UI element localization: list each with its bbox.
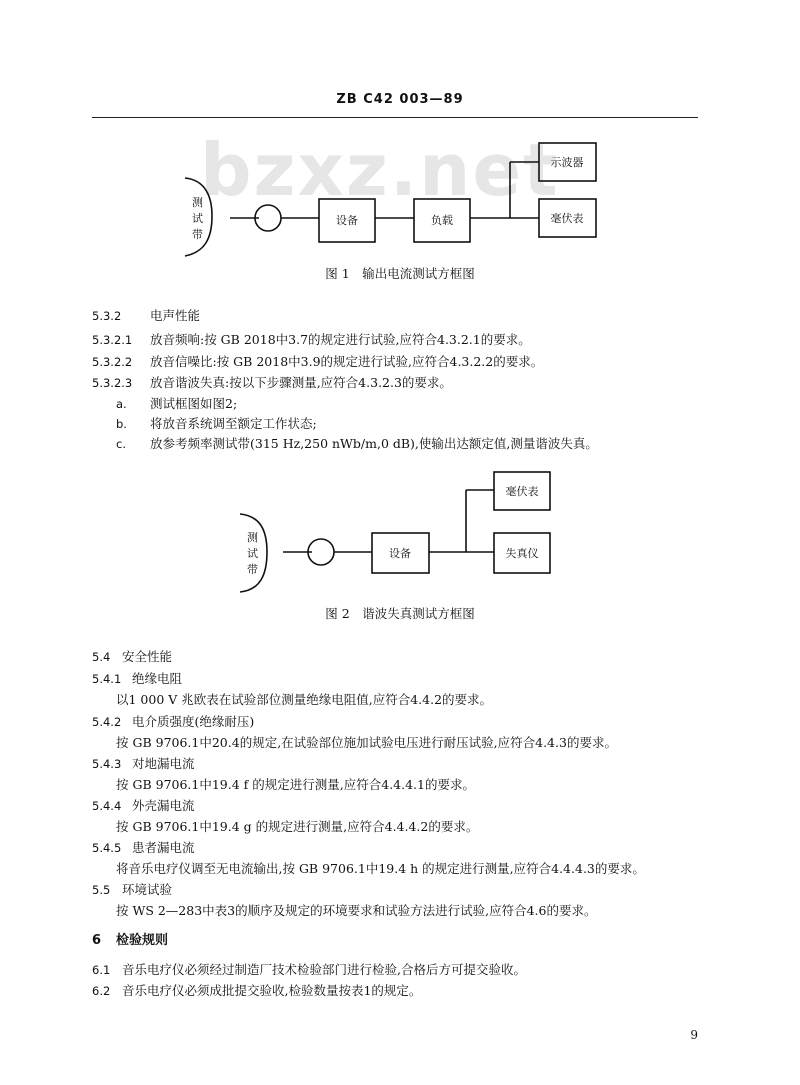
section-number: 6.1 xyxy=(92,963,111,977)
section-text: 放音频响:按 GB 2018中3.7的规定进行试验,应符合4.3.2.1的要求。 xyxy=(150,332,531,347)
load-label: 负载 xyxy=(431,214,453,227)
section-title: 外壳漏电流 xyxy=(132,798,195,813)
section-title: 电声性能 xyxy=(150,308,201,323)
section-title: 患者漏电流 xyxy=(132,840,195,855)
tape-label-2: 试 xyxy=(192,212,203,225)
section-title: 电介质强度(绝缘耐压) xyxy=(132,714,255,729)
section-number: 5.3.2 xyxy=(92,309,122,323)
section-5-4-4 xyxy=(92,796,195,814)
device-label: 设备 xyxy=(389,547,411,560)
step-text: 将放音系统调至额定工作状态; xyxy=(150,416,317,431)
section-number: 6 xyxy=(92,933,102,948)
section-number: 5.3.2.1 xyxy=(92,333,133,347)
section-6-heading xyxy=(92,929,168,948)
section-number: 5.4.1 xyxy=(92,672,122,686)
section-number: 5.3.2.3 xyxy=(92,376,133,390)
step-a xyxy=(116,394,237,412)
section-text: 音乐电疗仪必须经过制造厂技术检验部门进行检验,合格后方可提交验收。 xyxy=(122,962,526,977)
section-5-5-text: 按 WS 2—283中表3的顺序及规定的环境要求和试验方法进行试验,应符合4.6的要求。 xyxy=(116,903,597,918)
step-text: 放参考频率测试带(315 Hz,250 nWb/m,0 dB),使输出达额定值,测量谐波失真。 xyxy=(150,436,598,451)
section-title: 安全性能 xyxy=(122,649,173,664)
header-rule xyxy=(92,117,698,118)
tape-label-1: 测 xyxy=(192,196,203,209)
section-text: 放音信噪比:按 GB 2018中3.9的规定进行试验,应符合4.3.2.2的要求。 xyxy=(150,354,544,369)
section-6-2 xyxy=(92,981,421,999)
section-5-4-5 xyxy=(92,838,195,856)
section-title: 绝缘电阻 xyxy=(132,671,183,686)
tape-label-3: 带 xyxy=(192,228,203,241)
step-b xyxy=(116,414,317,432)
section-5-4-2 xyxy=(92,712,254,730)
tape-label-3: 带 xyxy=(247,563,258,576)
section-6-1 xyxy=(92,960,526,978)
section-title: 环境试验 xyxy=(122,882,173,897)
section-text: 放音谐波失真:按以下步骤测量,应符合4.3.2.3的要求。 xyxy=(150,375,452,390)
section-5-5 xyxy=(92,880,172,898)
figure-2-diagram xyxy=(0,470,800,610)
section-5-4-3-text: 按 GB 9706.1中19.4 f 的规定进行测量,应符合4.4.4.1的要求。 xyxy=(116,777,475,792)
figure-1-caption: 图 1 输出电流测试方框图 xyxy=(325,266,475,281)
millivoltmeter-label: 毫伏表 xyxy=(505,485,539,498)
section-number: 5.4.2 xyxy=(92,715,122,729)
distortion-meter-label: 失真仪 xyxy=(505,547,539,560)
device-label: 设备 xyxy=(336,214,358,227)
step-text: 测试框图如图2; xyxy=(150,396,238,411)
page-number: 9 xyxy=(690,1028,698,1042)
section-text: 音乐电疗仪必须成批提交验收,检验数量按表1的规定。 xyxy=(122,983,422,998)
section-title: 检验规则 xyxy=(116,933,169,948)
section-number: 5.4.3 xyxy=(92,757,122,771)
section-number: 6.2 xyxy=(92,984,111,998)
document-header: ZB C42 003—89 xyxy=(336,92,464,107)
step-label: c. xyxy=(116,437,126,451)
section-5-4-2-text: 按 GB 9706.1中20.4的规定,在试验部位施加试验电压进行耐压试验,应符合4.4.3的要求。 xyxy=(116,735,617,750)
oscilloscope-label: 示波器 xyxy=(550,156,584,169)
section-5-4-3 xyxy=(92,754,195,772)
section-title: 对地漏电流 xyxy=(132,756,195,771)
step-c xyxy=(116,434,598,452)
tape-label-2: 试 xyxy=(247,547,258,560)
section-5-4-4-text: 按 GB 9706.1中19.4 g 的规定进行测量,应符合4.4.4.2的要求。 xyxy=(116,819,479,834)
watermark: bzxz.net xyxy=(200,128,560,212)
figure-1-diagram xyxy=(0,130,800,390)
step-label: b. xyxy=(116,417,127,431)
section-number: 5.5 xyxy=(92,883,111,897)
section-5-4-1 xyxy=(92,669,182,687)
section-number: 5.4.4 xyxy=(92,799,122,813)
tape-label-1: 测 xyxy=(247,531,258,544)
section-number: 5.4.5 xyxy=(92,841,122,855)
figure-2-caption: 图 2 谐波失真测试方框图 xyxy=(325,606,475,621)
section-number: 5.4 xyxy=(92,650,111,664)
section-5-4-5-text: 将音乐电疗仪调至无电流输出,按 GB 9706.1中19.4 h 的规定进行测量,应符合4.4.4.3的要求。 xyxy=(116,861,645,876)
section-number: 5.3.2.2 xyxy=(92,355,133,369)
section-5-4-1-text: 以1 000 V 兆欧表在试验部位测量绝缘电阻值,应符合4.4.2的要求。 xyxy=(116,692,493,707)
section-5-4 xyxy=(92,647,172,665)
millivoltmeter-label: 毫伏表 xyxy=(550,212,584,225)
step-label: a. xyxy=(116,397,127,411)
